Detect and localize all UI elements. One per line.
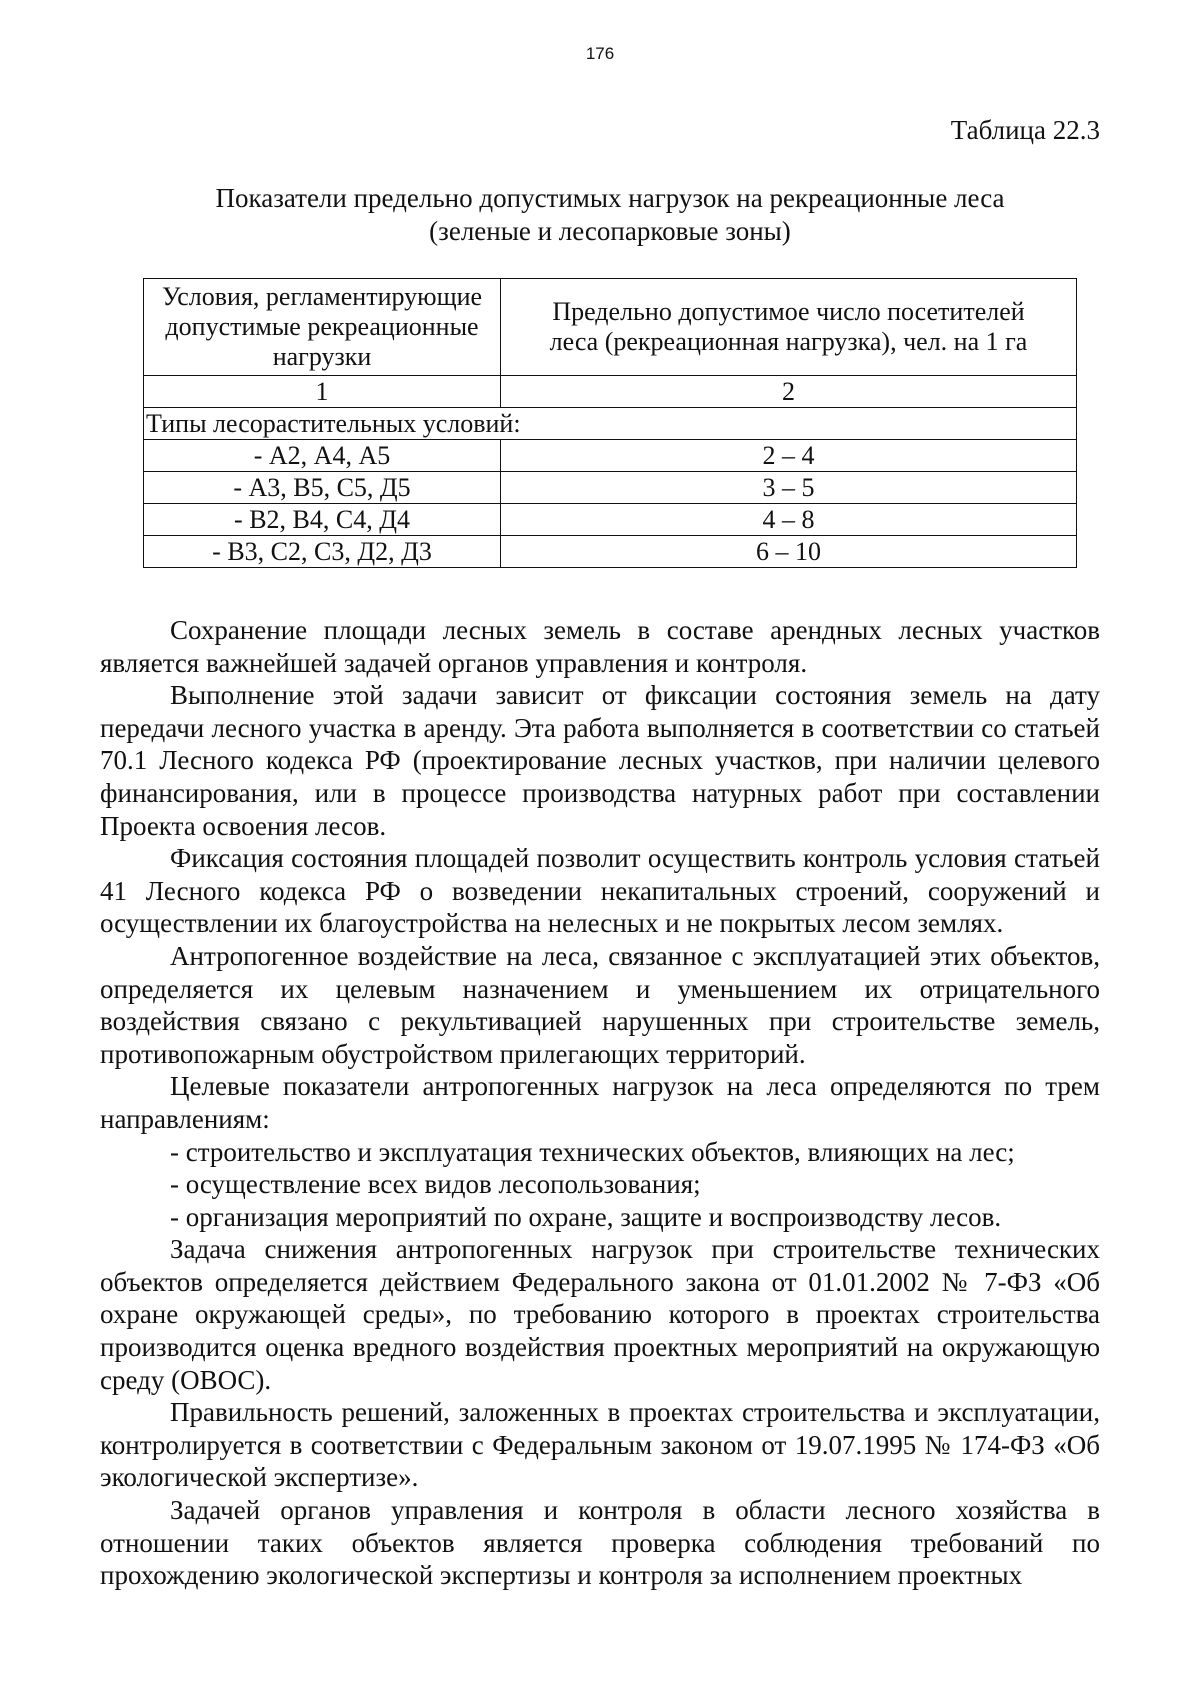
table-title-line: (зеленые и лесопарковые зоны) [429, 216, 791, 246]
table-row [144, 504, 1077, 536]
value-cell: 6 – 10 [501, 536, 1077, 568]
value-cell: 4 – 8 [501, 504, 1077, 536]
condition-cell: - А3, В5, С5, Д5 [144, 472, 501, 504]
table-row [144, 440, 1077, 472]
body-text [100, 614, 1100, 1592]
paragraph: Задача снижения антропогенных нагрузок при строительстве технических объектов определяется действием Федерального закона от 01.01.2002 № 7-ФЗ «Об охране окружающей среды», по требованию которого в проектах строительства производится оценка вредного воздействия проектных мероприятий на окружающую среду (ОВОС). [100, 1234, 1100, 1395]
column-number: 2 [501, 376, 1077, 408]
header-line: Условия, регламентирующие [161, 282, 483, 311]
header-line: Предельно допустимое число посетителей [552, 297, 1025, 326]
value-cell: 3 – 5 [501, 472, 1077, 504]
header-conditions [144, 279, 501, 376]
table-row [144, 536, 1077, 568]
recreation-load-table [143, 278, 1077, 568]
condition-cell: - А2, А4, А5 [144, 440, 501, 472]
paragraph: Фиксация состояния площадей позволит осуществить контроль условия статьей 41 Лесного кодекса РФ о возведении некапитальных строений, сооружений и осуществлении их благоустройства на нелесных и не покрытых лесом землях. [100, 843, 1100, 939]
table-header-row [144, 279, 1077, 376]
value-cell: 2 – 4 [501, 440, 1077, 472]
header-line: нагрузки [272, 342, 372, 371]
paragraph: Целевые показатели антропогенных нагрузок на леса определяются по трем направлениям: [100, 1071, 1100, 1134]
list-item: - осуществление всех видов лесопользования; [170, 1169, 701, 1200]
list-item: - организация мероприятий по охране, защите и воспроизводству лесов. [170, 1201, 1002, 1232]
table-group-row [144, 408, 1077, 440]
list-item: - строительство и эксплуатация технических объектов, влияющих на лес; [170, 1136, 1015, 1167]
table-column-numbers-row [144, 376, 1077, 408]
column-number: 1 [144, 376, 501, 408]
paragraph: Задачей органов управления и контроля в области лесного хозяйства в отношении таких объектов является проверка соблюдения требований по прохождению экологической экспертизы и контроля за исполнением проектных [100, 1495, 1100, 1591]
table-title-line: Показатели предельно допустимых нагрузок на рекреационные леса [215, 183, 1005, 213]
table-title [130, 182, 1090, 248]
condition-cell: - В3, С2, С3, Д2, Д3 [144, 536, 501, 568]
table-row [144, 472, 1077, 504]
header-visitor-limit [501, 279, 1077, 376]
header-line: допустимые рекреационные [165, 312, 479, 341]
header-line: леса (рекреационная нагрузка), чел. на 1 га [549, 327, 1028, 356]
group-label: Типы лесорастительных условий: [144, 408, 1077, 440]
paragraph: Сохранение площади лесных земель в составе арендных лесных участков является важнейшей задачей органов управления и контроля. [100, 615, 1100, 678]
paragraph: Антропогенное воздействие на леса, связанное с эксплуатацией этих объектов, определяется их целевым назначением и уменьшением их отрицательного воздействия связано с рекультивацией нарушенных при строительстве земель, противопожарным обустройством прилегающих территорий. [100, 940, 1100, 1069]
table-label: Таблица 22.3 [950, 115, 1100, 145]
page-number: 176 [585, 44, 615, 63]
paragraph: Правильность решений, заложенных в проектах строительства и эксплуатации, контролируется в соответствии с Федеральным законом от 19.07.1995 № 174-ФЗ «Об экологической экспертизе». [100, 1397, 1100, 1493]
paragraph: Выполнение этой задачи зависит от фиксации состояния земель на дату передачи лесного участка в аренду. Эта работа выполняется в соответствии со статьей 70.1 Лесного кодекса РФ (проектирование лесных участков, при наличии целевого финансирования, или в процессе производства натурных работ при составлении Проекта освоения лесов. [100, 680, 1100, 841]
condition-cell: - В2, В4, С4, Д4 [144, 504, 501, 536]
